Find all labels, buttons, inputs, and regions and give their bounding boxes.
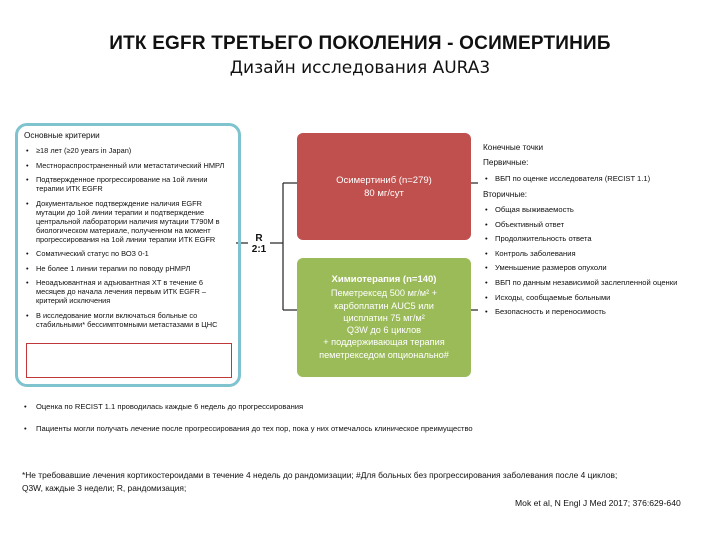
note-item: • Оценка по RECIST 1.1 проводилась каждые 6 недель до прогрессирования: [22, 402, 712, 412]
reference: Mok et al, N Engl J Med 2017; 376:629-640: [515, 498, 681, 508]
randomization-label: [248, 233, 270, 255]
page-title: ИТК EGFR ТРЕТЬЕГО ПОКОЛЕНИЯ - ОСИМЕРТИНИБ: [109, 33, 611, 54]
endpoint-item: • Объективный ответ: [483, 220, 715, 229]
endpoint-item: • Общая выживаемость: [483, 205, 715, 214]
chemo-arm-line: Q3W до 6 циклов: [346, 325, 422, 336]
criteria-item: • Соматический статус по ВОЗ 0-1: [24, 249, 232, 258]
criteria-heading: Основные критерии: [24, 131, 100, 140]
endpoints-heading: Конечные точки: [483, 143, 544, 152]
criteria-item: • Документальное подтверждение наличия EGFR мутации до 1ой линии терапии и подтверждение центральной лаборатории наличия мутации T790M в биологическом материале, полученном на момент прогрессирования на 1ой линии терапии ИТК EGFR: [24, 199, 232, 244]
endpoint-item: • Продолжительность ответа: [483, 234, 715, 243]
endpoint-item: • Уменьшение размеров опухоли: [483, 263, 715, 272]
cns-highlight-box: [26, 343, 232, 378]
footnote: *Не требовавшие лечения кортикостероидами в течение 4 недель до рандомизации; #Для больных без прогрессирования заболевания после 4 циклов; Q3W, каждые 3 недели; R, рандомизация;: [22, 470, 618, 493]
endpoint-item: • Исходы, сообщаемые больными: [483, 293, 715, 302]
osimertinib-arm-dose: 80 мг/сут: [364, 187, 404, 199]
criteria-item: • ≥18 лет (≥20 years in Japan): [24, 146, 232, 155]
criteria-list: [24, 146, 232, 334]
chemo-arm-line: + поддерживающая терапия: [323, 337, 445, 348]
endpoint-item: • Контроль заболевания: [483, 249, 715, 258]
endpoint-item: • Безопасность и переносимость: [483, 307, 715, 316]
page-subtitle: Дизайн исследования AURA3: [229, 58, 491, 78]
endpoint-item: • ВБП по оценке исследователя (RECIST 1.1): [483, 174, 715, 183]
study-notes: [22, 402, 712, 446]
primary-endpoints-label: Первичные:: [483, 158, 529, 167]
criteria-item: • В исследование могли включаться больные со стабильными* бессимптомными метастазами в ЦНС: [24, 311, 232, 329]
criteria-item: • Подтвержденное прогрессирование на 1ой линии терапии ИТК EGFR: [24, 175, 232, 193]
randomization-ratio: 2:1: [251, 244, 267, 255]
chemo-arm-line: пеметрекседом опционально#: [319, 349, 449, 360]
randomization-r: R: [255, 233, 263, 244]
osimertinib-arm-title: Осимертиниб (n=279): [336, 174, 432, 186]
osimertinib-arm: [297, 133, 471, 240]
chemo-arm-line: карбоплатин AUC5 или: [334, 300, 434, 311]
chemo-arm-title: Химиотерапия (n=140): [331, 274, 437, 286]
chemo-arm: [297, 258, 471, 377]
note-item: • Пациенты могли получать лечение после прогрессирования до тех пор, пока у них отмечалось клиническое преимущество: [22, 424, 712, 434]
endpoint-item: • ВБП по данным независимой заслепленной оценки: [483, 278, 715, 287]
criteria-item: • Не более 1 линии терапии по поводу рНМРЛ: [24, 264, 232, 273]
secondary-endpoints-list: [483, 205, 715, 322]
chemo-arm-line: Пеметрексед 500 мг/м² +: [330, 288, 438, 299]
criteria-item: • Местнораспространенный или метастатический НМРЛ: [24, 161, 232, 170]
secondary-endpoints-label: Вторичные:: [483, 190, 528, 199]
chemo-arm-line: цисплатин 75 мг/м²: [343, 312, 425, 323]
primary-endpoints-list: [483, 174, 715, 189]
criteria-item: • Неоадъювантная и адъювантная ХТ в течение 6 месяцев до начала лечения первым ИТК EGFR – критерий исключения: [24, 278, 232, 305]
